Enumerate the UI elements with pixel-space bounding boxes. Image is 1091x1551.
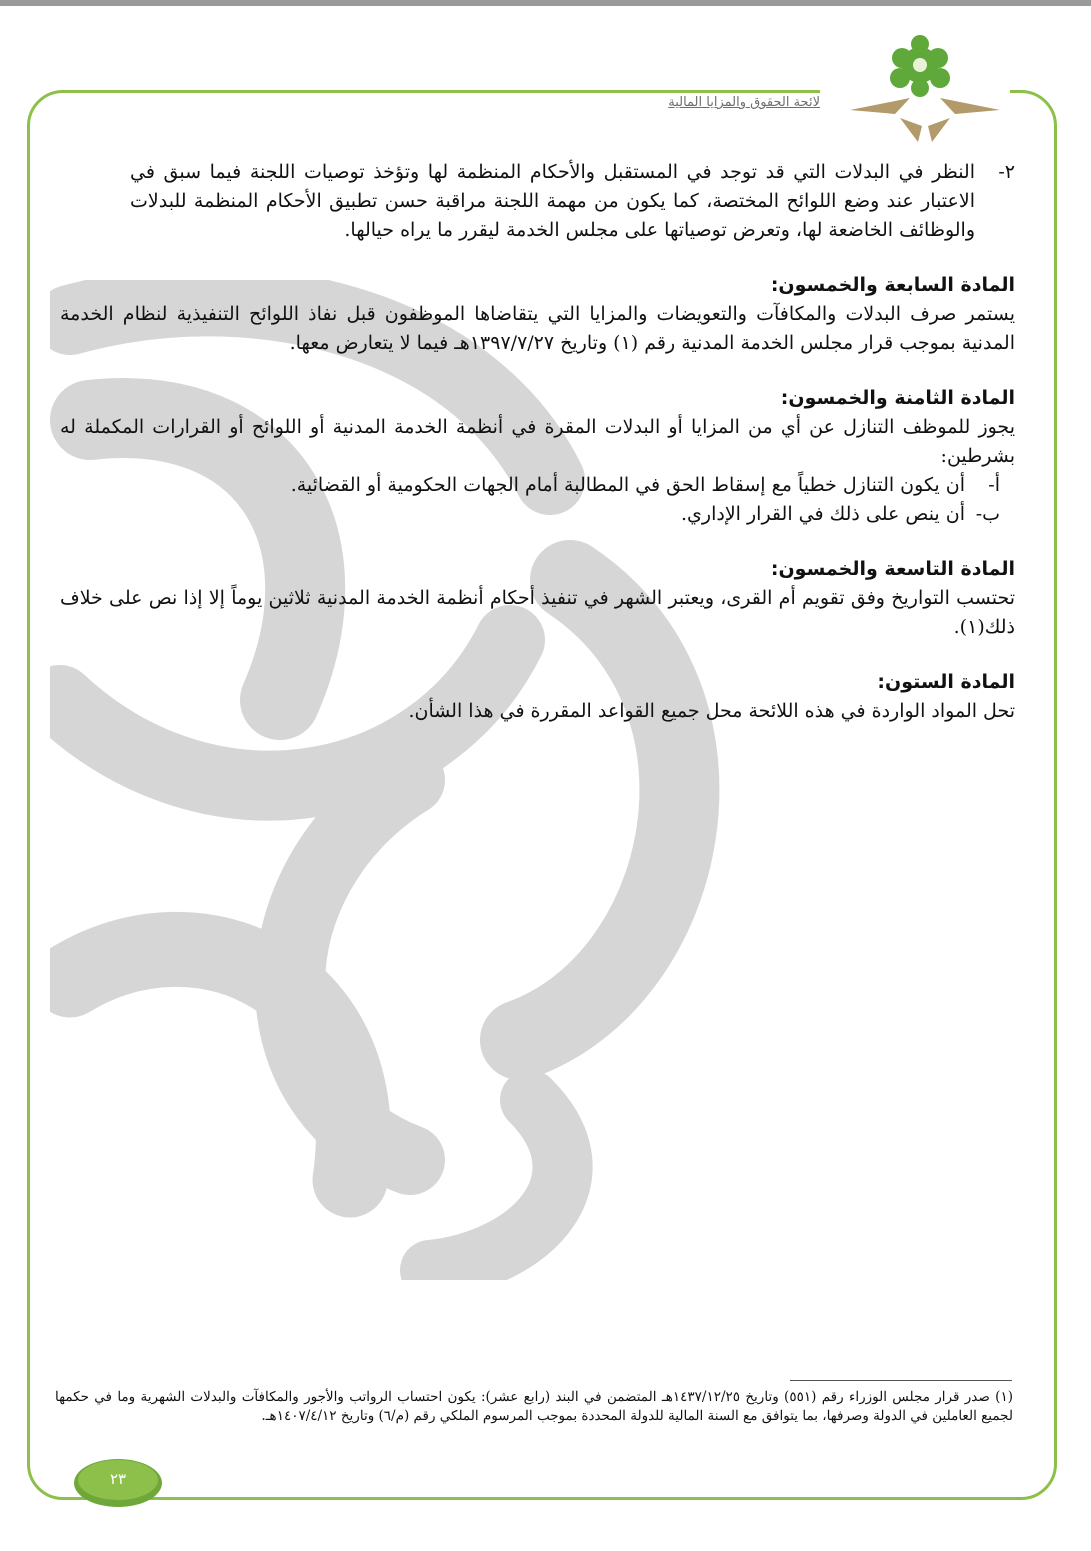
article-title: المادة الستون: xyxy=(877,671,1015,693)
article-57 xyxy=(60,271,1015,358)
article-60 xyxy=(60,668,1015,726)
article-body: يستمر صرف البدلات والمكافآت والتعويضات والمزايا التي يتقاضاها الموظفون قبل نفاذ اللوائح التنفيذية لنظام الخدمة المدنية بموجب قرار مجلس الخدمة المدنية رقم (١) وتاريخ ١٣٩٧/٧/٢٧هـ فيما لا يتعارض معها. xyxy=(60,303,1015,354)
condition-item xyxy=(60,500,1015,529)
condition-text: أن ينص على ذلك في القرار الإداري. xyxy=(681,503,965,525)
article-title: المادة التاسعة والخمسون: xyxy=(770,558,1015,580)
article-59 xyxy=(60,555,1015,642)
footnote: (١) صدر قرار مجلس الوزراء رقم (٥٥١) وتاريخ ١٤٣٧/١٢/٢٥هـ المتضمن في البند (رابع عشر): يكون احتساب الرواتب والأجور والمكافآت والبدلات الشهرية وما في حكمها لجميع العاملين في الدولة وصرفها، بما يتوافق مع السنة المالية للدولة المحددة بموجب المرسوم الملكي رقم (م/٦) وتاريخ ١٤٠٧/٤/١٢هـ. xyxy=(55,1389,1013,1424)
page-number: ٢٣ xyxy=(109,1470,127,1488)
numbered-clause xyxy=(60,158,1015,245)
condition-item xyxy=(60,471,1015,500)
document-header-title: لائحة الحقوق والمزايا المالية xyxy=(668,95,820,110)
article-body: تحل المواد الواردة في هذه اللائحة محل جميع القواعد المقررة في هذا الشأن. xyxy=(408,700,1015,722)
main-content xyxy=(60,158,1015,726)
leaf-crest-logo-icon xyxy=(840,30,1010,150)
article-58 xyxy=(60,384,1015,529)
article-body: يجوز للموظف التنازل عن أي من المزايا أو البدلات المقرة في أنظمة الخدمة المدنية أو اللوائح أو القرارات المكملة له بشرطين: xyxy=(60,416,1015,467)
footnote-separator xyxy=(790,1380,1012,1381)
condition-text: أن يكون التنازل خطياً مع إسقاط الحق في المطالبة أمام الجهات الحكومية أو القضائية. xyxy=(290,474,965,496)
article-title: المادة الثامنة والخمسون: xyxy=(780,387,1015,409)
article-body: تحتسب التواريخ وفق تقويم أم القرى، ويعتبر الشهر في تنفيذ أحكام أنظمة الخدمة المدنية ثلاثين يوماً إلا إذا نص على خلاف ذلك(١). xyxy=(60,587,1015,638)
condition-letter: أ- xyxy=(988,474,1000,496)
top-border-bar xyxy=(0,0,1091,6)
clause-text: النظر في البدلات التي قد توجد في المستقبل والأحكام المنظمة لها وتؤخذ توصيات اللجنة فيما سبق في الاعتبار عند وضع اللوائح المختصة، كما يكون من مهمة اللجنة مراقبة حسن تطبيق الأحكام المنظمة للبدلات والوظائف الخاضعة لها، وتعرض توصياتها على مجلس الخدمة ليقرر ما يراه حيالها. xyxy=(130,161,975,241)
condition-letter: ب- xyxy=(975,503,1000,525)
article-title: المادة السابعة والخمسون: xyxy=(770,274,1015,296)
clause-number: ٢- xyxy=(998,161,1015,183)
